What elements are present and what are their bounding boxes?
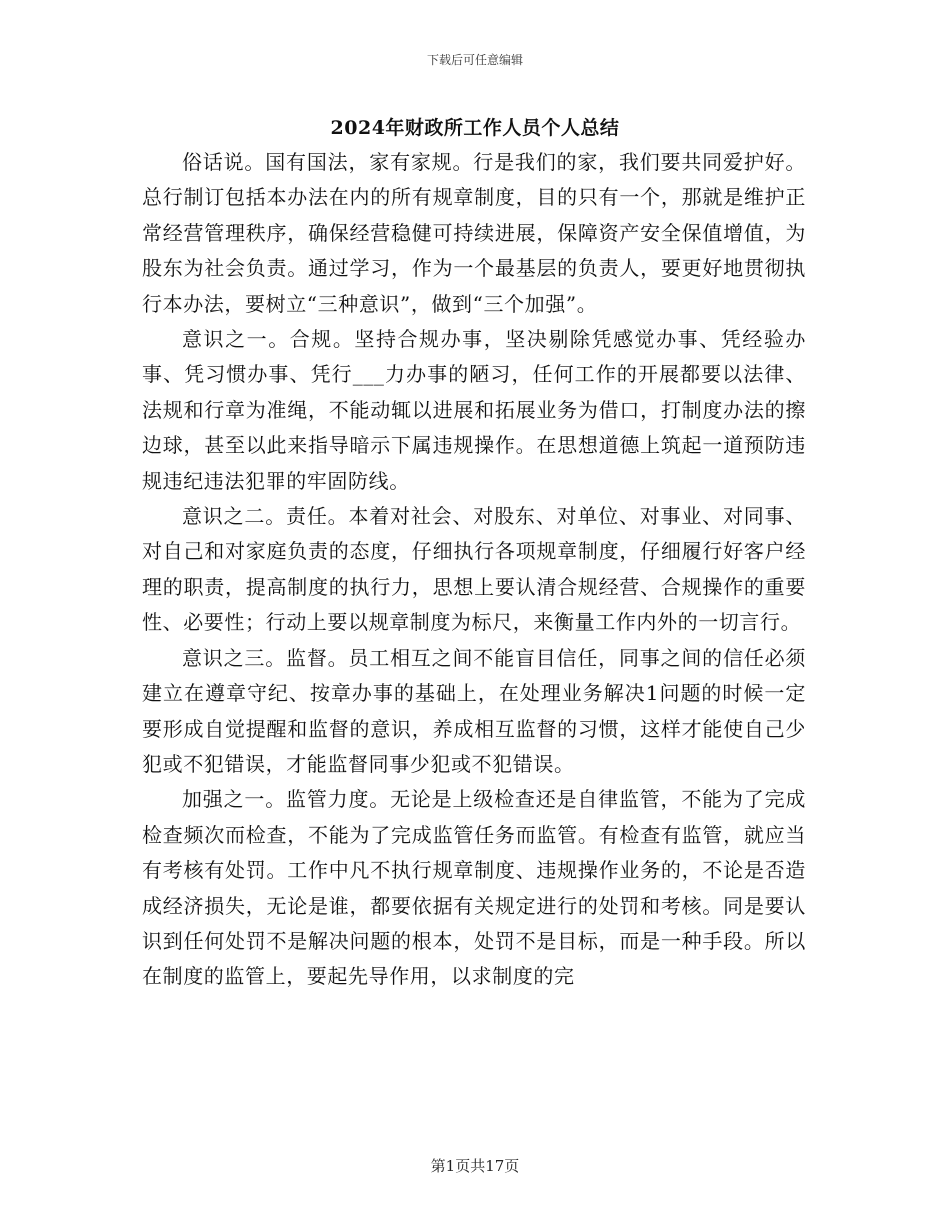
page-number: 第1页共17页: [430, 1157, 520, 1175]
document-body: [142, 145, 806, 995]
header-note: 下载后可任意编辑: [426, 53, 523, 67]
paragraph-awareness-responsibility: 意识之二。责任。本着对社会、对股东、对单位、对事业、对同事、对自己和对家庭负责的态度，仔细执行各项规章制度，仔细履行好客户经理的职责，提高制度的执行力，思想上要认清合规经营、合规操作的重要性、必要性；行动上要以规章制度为标尺，来衡量工作内外的一切言行。: [142, 504, 806, 635]
paragraph-intro: 俗话说。国有国法，家有家规。行是我们的家，我们要共同爱护好。总行制订包括本办法在内的所有规章制度，目的只有一个，那就是维护正常经营管理秩序，确保经营稳健可持续进展，保障资产安全保值增值，为股东为社会负责。通过学习，作为一个最基层的负责人，要更好地贯彻执行本办法，要树立“三种意识”，做到“三个加强”。: [142, 150, 806, 316]
paragraph-awareness-compliance: 意识之一。合规。坚持合规办事，坚决剔除凭感觉办事、凭经验办事、凭习惯办事、凭行___力办事的陋习，任何工作的开展都要以法律、法规和行章为准绳，不能动辄以进展和拓展业务为借口，打制度办法的擦边球，甚至以此来指导暗示下属违规操作。在思想道德上筑起一道预防违规违纪违法犯罪的牢固防线。: [142, 327, 806, 493]
paragraph-awareness-supervision: 意识之三。监督。员工相互之间不能盲目信任，同事之间的信任必须建立在遵章守纪、按章办事的基础上，在处理业务解决1问题的时候一定要形成自觉提醒和监督的意识，养成相互监督的习惯，这样才能使自己少犯或不犯错误，才能监督同事少犯或不犯错误。: [142, 645, 806, 776]
document-title: 2024年财政所工作人员个人总结: [330, 117, 620, 139]
paragraph-strengthen-oversight: 加强之一。监管力度。无论是上级检查还是自律监管，不能为了完成检查频次而检查，不能为了完成监管任务而监管。有检查有监管，就应当有考核有处罚。工作中凡不执行规章制度、违规操作业务的，不论是否造成经济损失，无论是谁，都要依据有关规定进行的处罚和考核。同是要认识到任何处罚不是解决问题的根本，处罚不是目标，而是一种手段。所以在制度的监管上，要起先导作用，以求制度的完: [142, 787, 806, 989]
